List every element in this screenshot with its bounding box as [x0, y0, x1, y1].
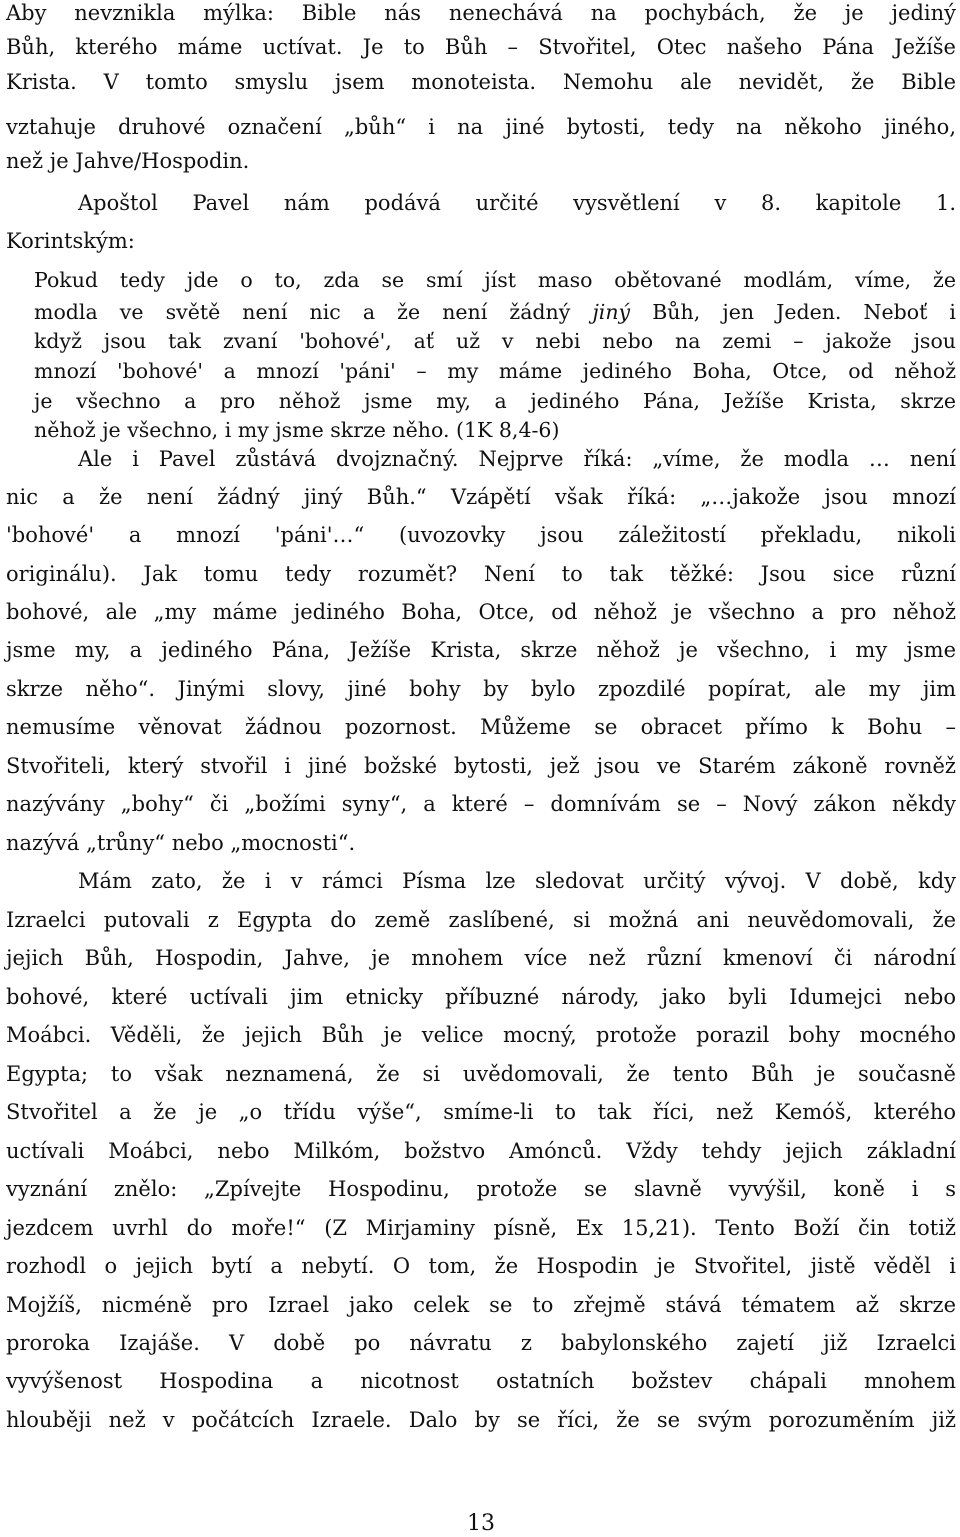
text-line: bohové, ale „my máme jediného Boha, Otce, od něhož je všechno a pro něhož: [6, 600, 956, 624]
text-line: jezdcem uvrhl do moře!“ (Z Mirjaminy písně, Ex 15,21). Tento Boží čin totiž: [6, 1216, 956, 1240]
text-line: Korintským:: [6, 229, 135, 253]
text-line: Moábci. Věděli, že jejich Bůh je velice mocný, protože porazil bohy mocného: [6, 1023, 956, 1047]
text-line: originálu). Jak tomu tedy rozumět? Není to tak těžké: Jsou sice různí: [6, 562, 956, 586]
text-line: Aby nevznikla mýlka: Bible nás nenechává na pochybách, že je jediný: [6, 1, 956, 25]
text-line: nazývá „trůny“ nebo „mocnosti“.: [6, 831, 356, 855]
text-line: Izraelci putovali z Egypta do země zaslíbené, si možná ani neuvědomovali, že: [6, 908, 956, 932]
quote-line: mnozí 'bohové' a mnozí 'páni' – my máme jediného Boha, Otce, od něhož: [34, 359, 956, 383]
text-line: Bůh, kterého máme uctívat. Je to Bůh – Stvořitel, Otec našeho Pána Ježíše: [6, 35, 956, 59]
text-line: skrze něho“. Jinými slovy, jiné bohy by bylo zpozdilé popírat, ale my jim: [6, 677, 956, 701]
text-line: jsme my, a jediného Pána, Ježíše Krista, skrze něhož je všechno, i my jsme: [6, 638, 956, 662]
text-line: Egypta; to však neznamená, že si uvědomovali, že tento Bůh je současně: [6, 1062, 956, 1086]
text-line: Apoštol Pavel nám podává určité vysvětlení v 8. kapitole 1.: [78, 191, 956, 215]
text-line: vyznání znělo: „Zpívejte Hospodinu, protože se slavně vyvýšil, koně i s: [6, 1177, 956, 1201]
quote-line: je všechno a pro něhož jsme my, a jediného Pána, Ježíše Krista, skrze: [34, 389, 956, 413]
text-line: jejich Bůh, Hospodin, Jahve, je mnohem více než různí kmenoví či národní: [6, 946, 956, 970]
emphasis: jiný: [592, 300, 631, 324]
text-line: hlouběji než v počátcích Izraele. Dalo by se říci, že se svým porozuměním již: [6, 1408, 956, 1432]
text-line: vyvýšenost Hospodina a nicotnost ostatních božstev chápali mnohem: [6, 1369, 956, 1393]
quote-line: když jsou tak zvaní 'bohové', ať už v nebi nebo na zemi – jakože jsou: [34, 329, 956, 353]
text-line: proroka Izajáše. V době po návratu z babylonského zajetí již Izraelci: [6, 1331, 956, 1355]
page-number: 13: [467, 1511, 495, 1536]
text-line: rozhodl o jejich bytí a nebytí. O tom, že Hospodin je Stvořitel, jistě věděl i: [6, 1254, 956, 1278]
text-line: uctívali Moábci, nebo Milkóm, božstvo Amónců. Vždy tehdy jejich základní: [6, 1139, 956, 1163]
text-line: vztahuje druhové označení „bůh“ i na jiné bytosti, tedy na někoho jiného,: [6, 115, 956, 139]
quote-line: něhož je všechno, i my jsme skrze něho. (1K 8,4-6): [34, 418, 560, 442]
text-line: Stvořitel a že je „o třídu výše“, smíme-li to tak říci, než Kemóš, kterého: [6, 1100, 956, 1124]
text-line: bohové, které uctívali jim etnicky příbuzné národy, jako byli Idumejci nebo: [6, 985, 956, 1009]
document-page: [6, 0, 956, 1537]
text-line: Mojžíš, nicméně pro Izrael jako celek se to zřejmě stává tématem až skrze: [6, 1293, 956, 1317]
text-line: Ale i Pavel zůstává dvojznačný. Nejprve říká: „víme, že modla … není: [78, 447, 956, 471]
text-line: Mám zato, že i v rámci Písma lze sledovat určitý vývoj. V době, kdy: [78, 869, 956, 893]
quote-line: Pokud tedy jde o to, zda se smí jíst maso obětované modlám, víme, že: [34, 268, 956, 292]
quote-line: modla ve světě není nic a že není žádný jiný Bůh, jen Jeden. Neboť i: [34, 300, 956, 324]
text-line: Krista. V tomto smyslu jsem monoteista. Nemohu ale nevidět, že Bible: [6, 70, 956, 94]
text-line: nic a že není žádný jiný Bůh.“ Vzápětí však říká: „…jakože jsou mnozí: [6, 485, 956, 509]
text-line: nemusíme věnovat žádnou pozornost. Můžeme se obracet přímo k Bohu –: [6, 715, 956, 739]
text-line: než je Jahve/Hospodin.: [6, 149, 250, 173]
text-line: 'bohové' a mnozí 'páni'…“ (uvozovky jsou záležitostí překladu, nikoli: [6, 523, 956, 547]
text-line: nazývány „bohy“ či „božími syny“, a které – domnívám se – Nový zákon někdy: [6, 792, 956, 816]
text-line: Stvořiteli, který stvořil i jiné božské bytosti, jež jsou ve Starém zákoně rovněž: [6, 754, 956, 778]
